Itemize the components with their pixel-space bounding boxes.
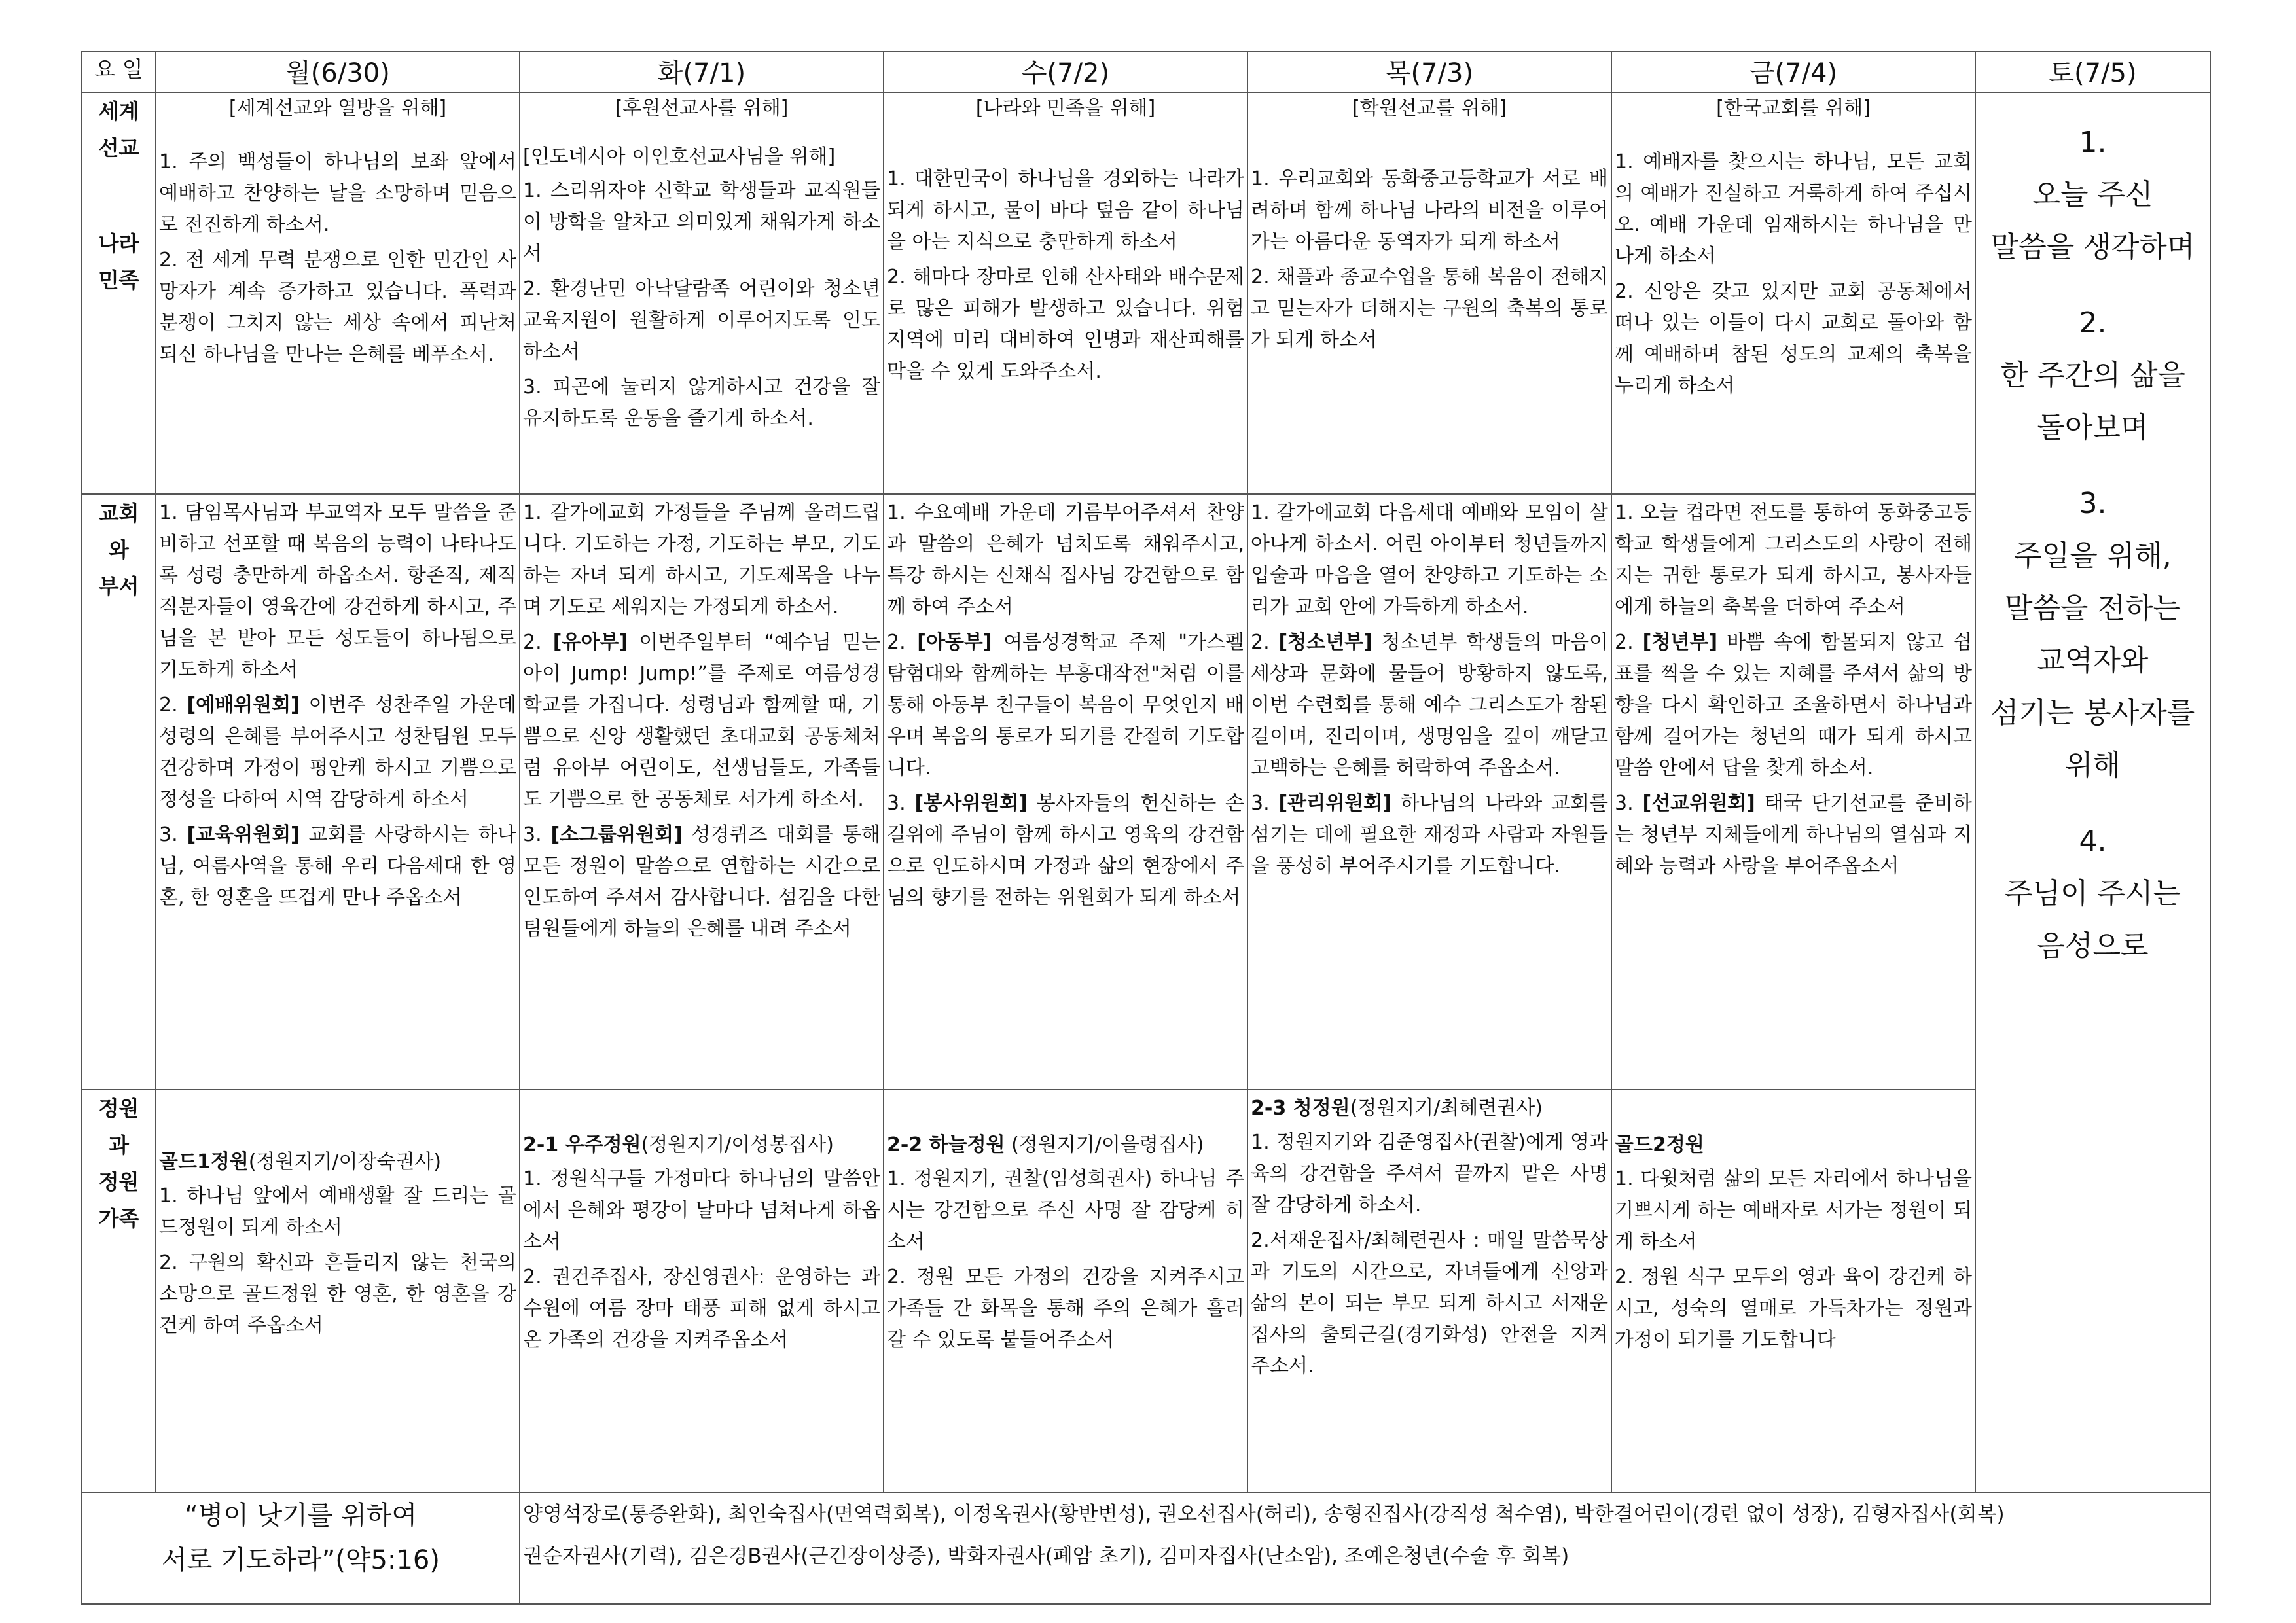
prayer-item: 2. [청소년부] 청소년부 학생들의 마음이 세상과 문화에 물들어 방황하지 않도록, 이번 수련회를 통해 예수 그리스도가 참된 길이며, 진리이며, 생명임을 깊이 깨닫고 고백하는 은혜를 허락하여 주옵소서. [1251, 631, 1608, 779]
day-header-wed: 수(7/2) [884, 52, 1247, 92]
day-header-sat: 토(7/5) [1975, 52, 2210, 92]
department-tag: [아동부] [917, 631, 992, 654]
day-header-fri: 금(7/4) [1611, 52, 1975, 92]
header-row [82, 52, 2210, 92]
row-label-line: 민족 [98, 268, 139, 293]
verse-line: “병이 낫기를 위하여 [184, 1501, 418, 1531]
prayer-item: 2. 환경난민 아낙달람족 어린이와 청소년 교육지원이 원활하게 이루어지도록 인도하소서 [523, 277, 880, 363]
row-label-line: 정원 [98, 1096, 139, 1121]
saturday-line: 한 주간의 삶을 [2000, 359, 2185, 392]
verse-line: 서로 기도하라”(약5:16) [162, 1545, 440, 1575]
prayer-item: 2. [아동부] 여름성경학교 주제 "가스펠 탐험대와 함께하는 부흥대작전"처럼 이를 통해 아동부 친구들이 복음이 무엇인지 배우며 복음의 통로가 되기를 간절히 기도합니다. [887, 631, 1244, 779]
cell-subhead: [세계선교와 열방을 위해] [228, 97, 447, 120]
saturday-line: 4. [2079, 825, 2107, 858]
prayer-item: 1. 다윗처럼 삶의 모든 자리에서 하나님을 기쁘시게 하는 예배자로 서가는 정원이 되게 하소서 [1615, 1168, 1972, 1253]
department-tag: [유아부] [552, 631, 628, 654]
row-label-line: 교회 [98, 501, 139, 526]
department-tag: [청소년부] [1278, 631, 1372, 654]
saturday-step-2 [1979, 297, 2207, 454]
garden-title: 2-1 우주정원(정원지기/이성봉집사) [523, 1133, 834, 1156]
prayer-item: 1. 갈가에교회 가정들을 주님께 올려드립니다. 기도하는 가정, 기도하는 부모, 기도하는 자녀 되게 하시고, 기도제목을 나누며 기도로 세워지는 가정되게 하소서. [523, 501, 880, 618]
cell-tue-garden [520, 1090, 884, 1493]
saturday-line: 섬기는 봉사자를 [1990, 696, 2195, 730]
prayer-item: 1. 갈가에교회 다음세대 예배와 모임이 살아나게 하소서. 어린 아이부터 청년들까지 입술과 마음을 열어 찬양하고 기도하는 소리가 교회 안에 가득하게 하소서. [1251, 501, 1608, 618]
row-label-church-departments [82, 494, 156, 1090]
prayer-item: 2. 정원 식구 모두의 영과 육이 강건케 하시고, 성숙의 열매로 가득차가는 정원과 가정이 되기를 기도합니다 [1615, 1266, 1972, 1351]
prayer-list-line: 권순자권사(기력), 김은경B권사(근긴장이상증), 박화자권사(폐암 초기), 김미자집사(난소암), 조예은청년(수술 후 회복) [523, 1544, 1570, 1568]
healing-prayer-list [520, 1493, 2210, 1604]
cell-subhead: [학원선교를 위해] [1352, 97, 1507, 120]
prayer-item: 2. 전 세계 무력 분쟁으로 인한 민간인 사망자가 계속 증가하고 있습니다. 폭력과 분쟁이 그치지 않는 세상 속에서 피난처 되신 하나님을 만나는 은혜를 베푸소서. [159, 249, 516, 366]
prayer-item: 3. [선교위원회] 태국 단기선교를 준비하는 청년부 지체들에게 하나님의 열심과 지혜와 능력과 사랑을 부어주옵소서 [1615, 792, 1972, 878]
department-tag: [선교위원회] [1642, 792, 1755, 815]
row-gardens-families [82, 1090, 2210, 1493]
saturday-line: 3. [2079, 487, 2107, 520]
row-label-line: 세계 [98, 99, 139, 124]
row-label-gardens-families [82, 1090, 156, 1493]
prayer-item: 2. 채플과 종교수업을 통해 복음이 전해지고 믿는자가 더해지는 구원의 축복의 통로가 되게 하소서 [1251, 266, 1608, 351]
row-label-mission-nation [82, 92, 156, 494]
department-tag: [예배위원회] [187, 694, 300, 717]
cell-tue-church [520, 494, 884, 1090]
cell-subhead: [나라와 민족을 위해] [975, 97, 1156, 120]
prayer-item: 2. 해마다 장마로 인해 산사태와 배수문제로 많은 피해가 발생하고 있습니다. 위험 지역에 미리 대비하여 인명과 재산피해를 막을 수 있게 도와주소서. [887, 266, 1244, 383]
cell-tue-missionary [520, 92, 884, 494]
saturday-line: 말씀을 생각하며 [1990, 230, 2195, 264]
department-tag: [교육위원회] [187, 823, 300, 846]
department-tag: [소그룹위원회] [550, 823, 683, 846]
cell-fri-church [1611, 494, 1975, 1090]
cell-mon-mission [156, 92, 520, 494]
prayer-item: 1. 예배자를 찾으시는 하나님, 모든 교회의 예배가 진실하고 거룩하게 하여 주십시오. 예배 가운데 임재하시는 하나님을 만나게 하소서 [1615, 151, 1972, 268]
garden-title: 2-3 청정원(정원지기/최혜련권사) [1251, 1097, 1543, 1120]
cell-mon-garden [156, 1090, 520, 1493]
saturday-line: 위해 [2064, 749, 2121, 782]
saturday-line: 주님이 주시는 [2004, 877, 2181, 910]
saturday-line: 말씀을 전하는 [2004, 592, 2181, 625]
row-label-line: 정원 [98, 1169, 139, 1194]
prayer-item: 2. 권건주집사, 장신영권사: 운영하는 과수원에 여름 장마 태풍 피해 없게 하시고 온 가족의 건강을 지켜주옵소서 [523, 1266, 880, 1351]
prayer-item: 1. 스리위자야 신학교 학생들과 교직원들이 방학을 알차고 의미있게 채워가게 하소서 [523, 179, 880, 265]
row-label-line: 와 [109, 537, 129, 562]
prayer-item: 1. 정원지기와 김준영집사(권찰)에게 영과육의 강건함을 주셔서 끝까지 맡은 사명 잘 감당하게 하소서. [1251, 1131, 1608, 1217]
department-tag: [청년부] [1642, 631, 1718, 654]
prayer-item: 3. [교육위원회] 교회를 사랑하시는 하나님, 여름사역을 통해 우리 다음세대 한 영혼, 한 영혼을 뜨겁게 만나 주옵소서 [159, 823, 516, 909]
prayer-item: 2. 정원 모든 가정의 건강을 지켜주시고 가족들 간 화목을 통해 주의 은혜가 흘러갈 수 있도록 붙들어주소서 [887, 1266, 1244, 1351]
row-church-departments [82, 494, 2210, 1090]
prayer-item: 1. 우리교회와 동화중고등학교가 서로 배려하며 함께 하나님 나라의 비전을 이루어가는 아름다운 동역자가 되게 하소서 [1251, 168, 1608, 253]
row-label-line: 부서 [98, 574, 139, 599]
saturday-line: 오늘 주신 [2032, 178, 2153, 211]
prayer-item: 2. [청년부] 바쁨 속에 함몰되지 않고 쉼표를 찍을 수 있는 지혜를 주셔서 삶의 방향을 다시 확인하고 조율하면서 하나님과 함께 걸어가는 청년의 때가 되게 하시고 말씀 안에서 답을 찾게 하소서. [1615, 631, 1972, 779]
healing-verse [82, 1493, 520, 1604]
prayer-item: 2. [예배위원회] 이번주 성찬주일 가운데 성령의 은혜를 부어주시고 성찬팀원 모두 건강하며 가정이 평안케 하시고 기쁨으로 정성을 다하여 시역 감당하게 하소서 [159, 694, 516, 811]
cell-subhead: [한국교회를 위해] [1716, 97, 1871, 120]
prayer-item: 2. 신앙은 갖고 있지만 교회 공동체에서 떠나 있는 이들이 다시 교회로 돌아와 함께 예배하며 참된 성도의 교제의 축복을 누리게 하소서 [1615, 280, 1972, 397]
prayer-item: 1. 담임목사님과 부교역자 모두 말씀을 준비하고 선포할 때 복음의 능력이 나타나도록 성령 충만하게 하옵소서. 항존직, 제직 직분자들이 영육간에 강건하게 하시고, 주님을 본 받아 모든 성도들이 하나됨으로 기도하게 하소서 [159, 501, 516, 681]
cell-wed-church [884, 494, 1247, 1090]
cell-wed-garden [884, 1090, 1247, 1493]
cell-fri-garden [1611, 1090, 1975, 1493]
garden-title: 골드2정원 [1615, 1133, 1704, 1156]
cell-wed-nation [884, 92, 1247, 494]
prayer-item: 1. 대한민국이 하나님을 경외하는 나라가 되게 하시고, 물이 바다 덮음 같이 하나님을 아는 지식으로 충만하게 하소서 [887, 168, 1244, 253]
prayer-item: 1. 하나님 앞에서 예배생활 잘 드리는 골드정원이 되게 하소서 [159, 1185, 516, 1239]
prayer-item: 3. [관리위원회] 하나님의 나라와 교회를 섬기는 데에 필요한 재정과 사람과 자원들을 풍성히 부어주시기를 기도합니다. [1251, 792, 1608, 878]
saturday-line: 교역자와 [2037, 644, 2149, 677]
row-label-line: 선교 [98, 135, 139, 160]
saturday-line: 2. [2079, 306, 2107, 340]
garden-title: 2-2 하늘정원 (정원지기/이을령집사) [887, 1133, 1204, 1156]
saturday-step-3 [1979, 478, 2207, 792]
prayer-item: 1. 주의 백성들이 하나님의 보좌 앞에서 예배하고 찬양하는 날을 소망하며 믿음으로 전진하게 하소서. [159, 151, 516, 236]
prayer-item: 3. 피곤에 눌리지 않게하시고 건강을 잘 유지하도록 운동을 즐기게 하소서. [523, 376, 880, 430]
saturday-line: 음성으로 [2037, 929, 2149, 963]
row-healing-prayer [82, 1493, 2210, 1604]
prayer-item: 2. [유아부] 이번주일부터 “예수님 믿는 아이 Jump! Jump!”를 주제로 여름성경학교를 가집니다. 성령님과 함께할 때, 기쁨으로 신앙 생활했던 초대교회 공동체처럼 유아부 어린이도, 선생님들도, 가족들도 기쁨으로 한 공동체로 서가게 하소서. [523, 631, 880, 811]
prayer-list-line: 양영석장로(통증완화), 최인숙집사(면역력회복), 이정옥권사(황반변성), 권오선집사(허리), 송형진집사(강직성 척수염), 박한결어린이(경련 없이 성장), 김형자집사(회복) [523, 1503, 2005, 1526]
prayer-schedule-table [81, 51, 2211, 1605]
cell-subhead: [후원선교사를 위해] [615, 97, 789, 120]
cell-fri-korean-church [1611, 92, 1975, 494]
cell-thu-garden [1247, 1090, 1611, 1493]
day-header-thu: 목(7/3) [1247, 52, 1611, 92]
prayer-item: 2. 구원의 확신과 흔들리지 않는 천국의 소망으로 골드정원 한 영혼, 한 영혼을 강건케 하여 주옵소서 [159, 1251, 516, 1337]
day-header-mon: 월(6/30) [156, 52, 520, 92]
prayer-item: 1. 수요예배 가운데 기름부어주셔서 찬양과 말씀의 은혜가 넘치도록 채워주시고, 특강 하시는 신채식 집사님 강건함으로 함께 하여 주소서 [887, 501, 1244, 618]
department-tag: [봉사위원회] [914, 792, 1028, 815]
saturday-guide [1975, 92, 2210, 1493]
saturday-step-4 [1979, 815, 2207, 972]
cell-mon-church [156, 494, 520, 1090]
prayer-item: 1. 정원식구들 가정마다 하나님의 말씀안에서 은혜와 평강이 날마다 넘쳐나게 하옵소서 [523, 1168, 880, 1253]
department-tag: [관리위원회] [1278, 792, 1391, 815]
prayer-item: 3. [봉사위원회] 봉사자들의 헌신하는 손길위에 주님이 함께 하시고 영육의 강건함으로 인도하시며 가정과 삶의 현장에서 주님의 향기를 전하는 위원회가 되게 하소서 [887, 792, 1244, 909]
saturday-step-1 [1979, 116, 2207, 274]
saturday-line: 1. [2079, 126, 2107, 159]
prayer-item: 1. 정원지기, 권찰(임성희권사) 하나님 주시는 강건함으로 주신 사명 잘 감당케 히소서 [887, 1168, 1244, 1253]
prayer-item: 3. [소그룹위원회] 성경퀴즈 대회를 통해 모든 정원이 말씀으로 연합하는 시간으로 인도하여 주셔서 감사합니다. 섬김을 다한 팀원들에게 하늘의 은혜를 내려 주소서 [523, 823, 880, 940]
row-mission-nation [82, 92, 2210, 494]
weekday-corner-label: 요 일 [82, 52, 156, 92]
saturday-line: 돌아보며 [2037, 411, 2149, 444]
row-label-line: 나라 [98, 231, 139, 256]
cell-intro: [인도네시아 이인호선교사님을 위해] [523, 145, 836, 168]
cell-thu-school [1247, 92, 1611, 494]
day-header-tue: 화(7/1) [520, 52, 884, 92]
row-label-line: 가족 [98, 1206, 139, 1231]
saturday-line: 주일을 위해, [2014, 539, 2172, 573]
prayer-item: 1. 오늘 컵라면 전도를 통하여 동화중고등학교 학생들에게 그리스도의 사랑이 전해지는 귀한 통로가 되게 하시고, 봉사자들에게 하늘의 축복을 더하여 주소서 [1615, 501, 1972, 618]
row-label-line: 과 [109, 1133, 129, 1158]
prayer-item: 2.서재운집사/최혜련권사 : 매일 말씀묵상과 기도의 시간으로, 자녀들에게 신앙과 삶의 본이 되는 부모 되게 하시고 서재운집사의 출퇴근길(경기화성) 안전을 지켜 주소서. [1251, 1229, 1608, 1378]
cell-thu-church [1247, 494, 1611, 1090]
garden-title: 골드1정원(정원지기/이장숙권사) [159, 1150, 442, 1173]
